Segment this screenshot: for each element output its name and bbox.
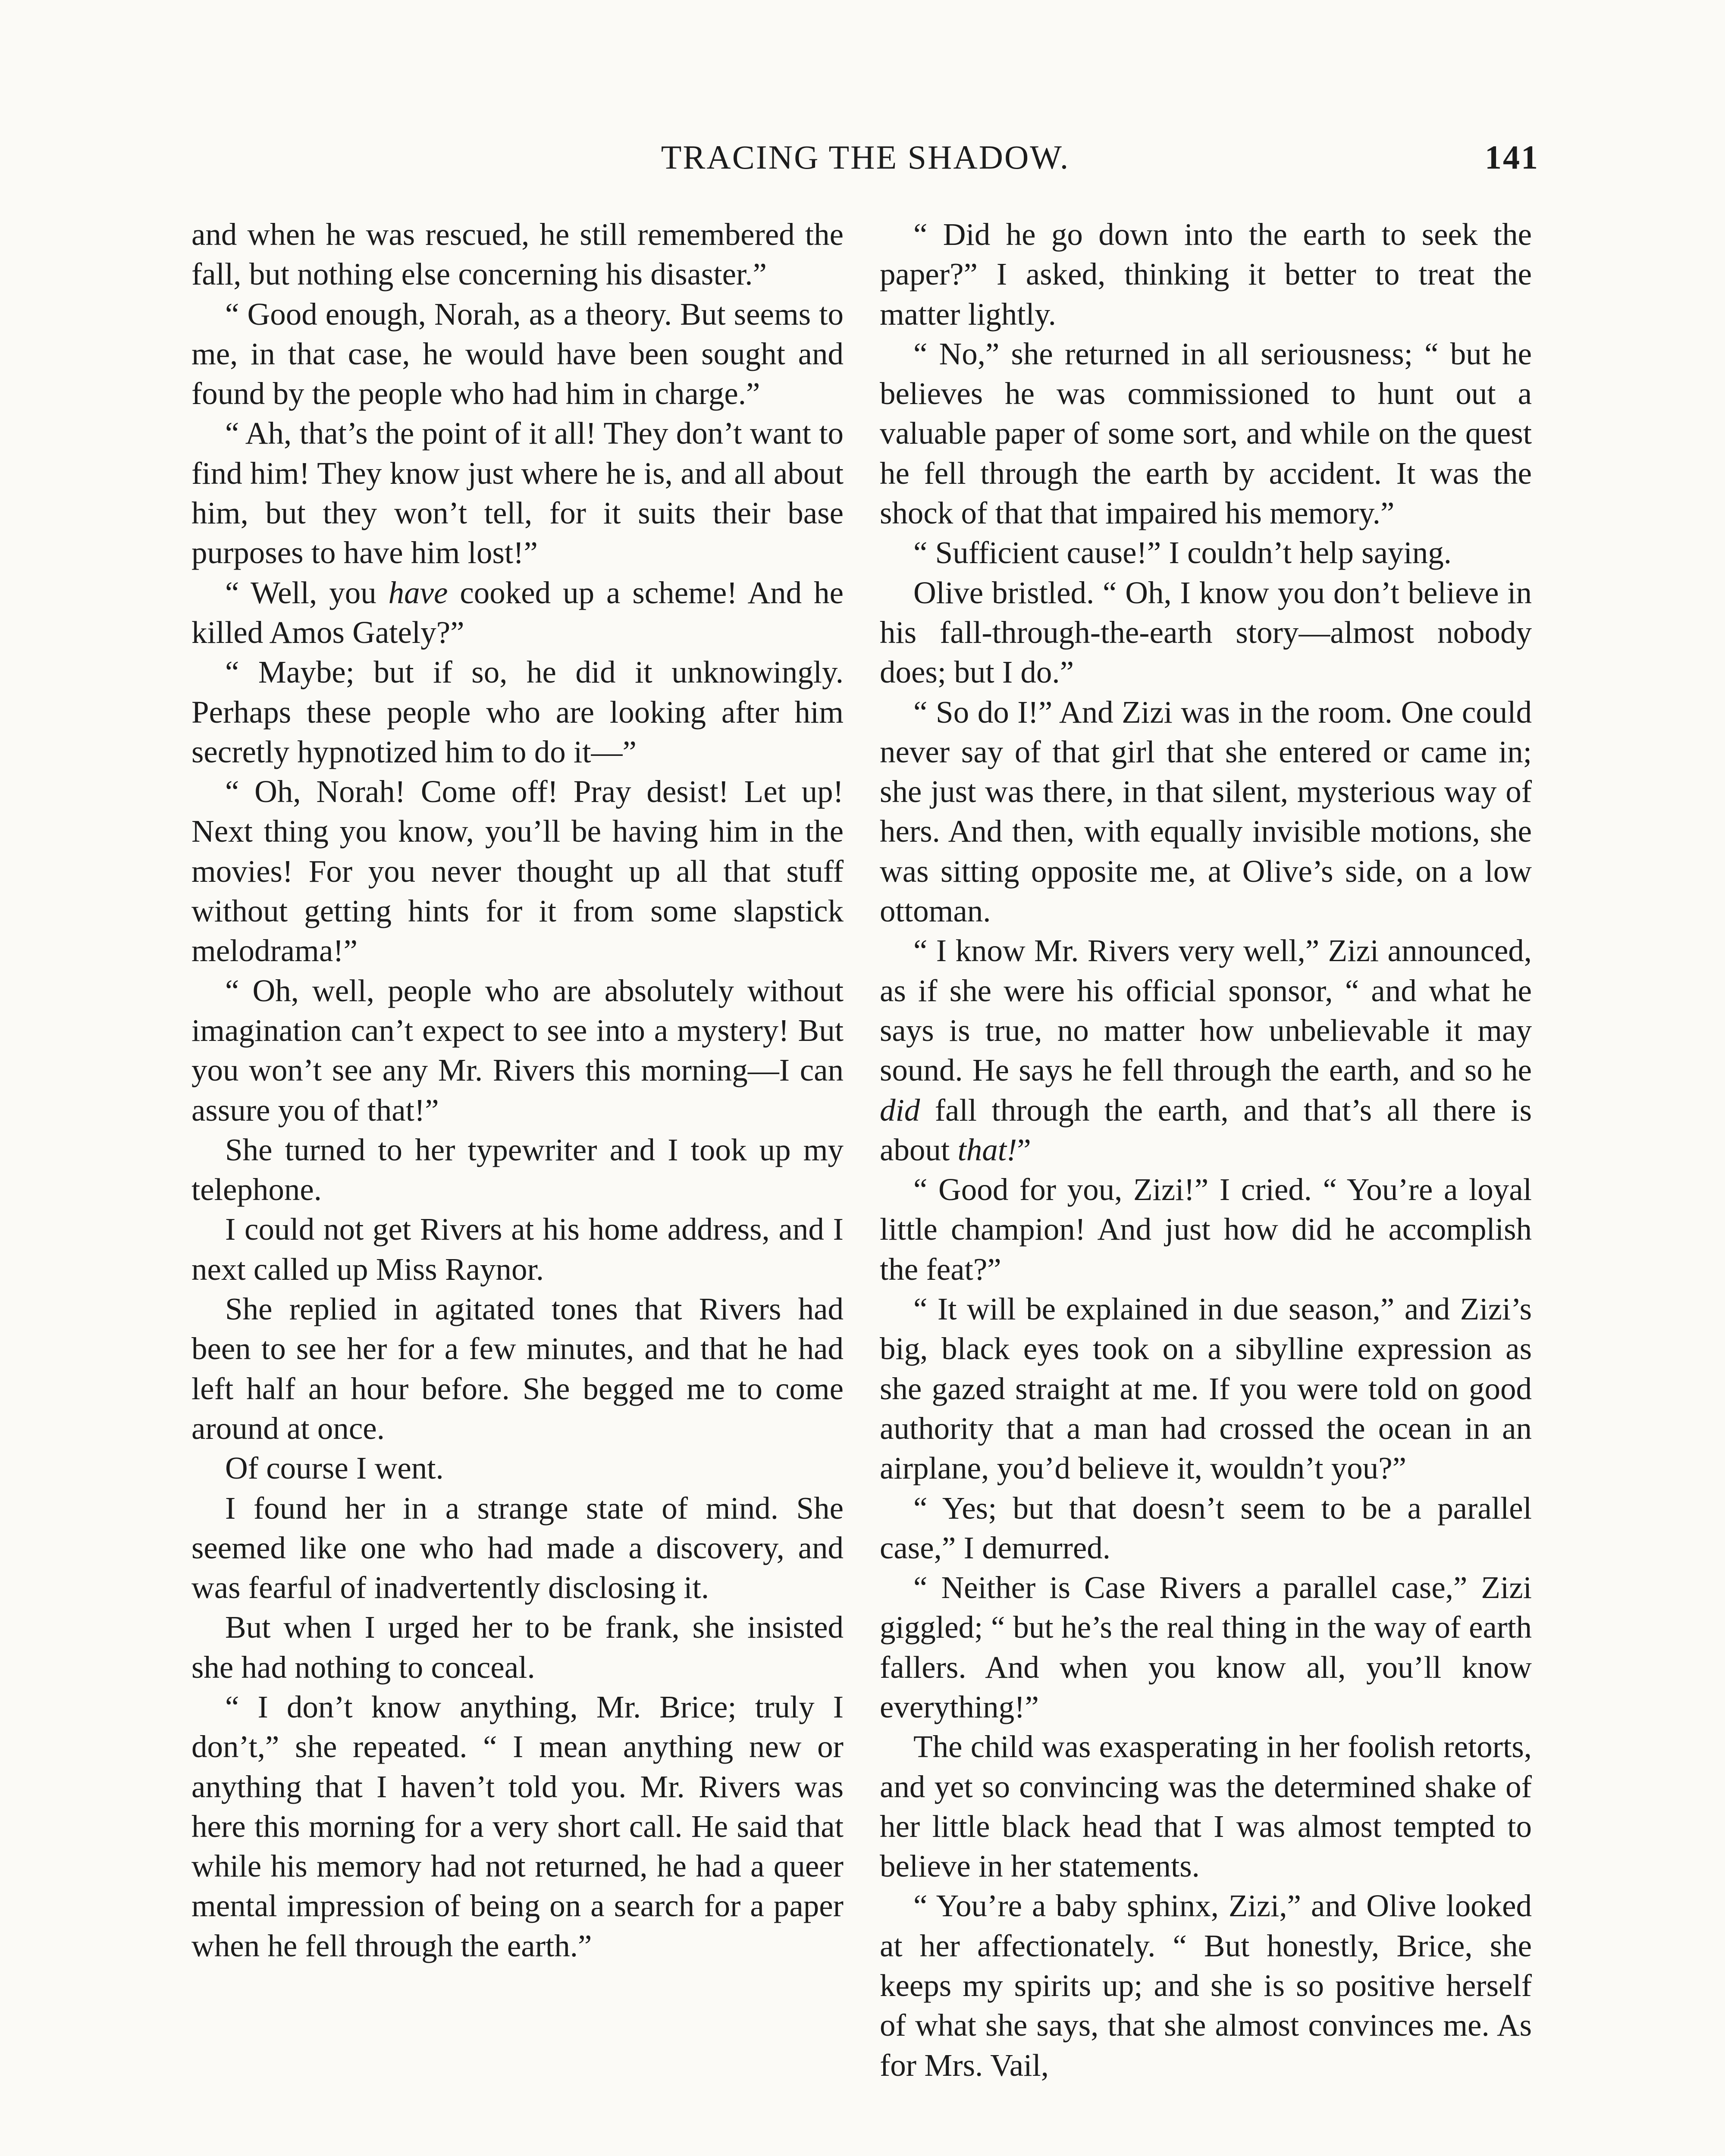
paragraph: “ Well, you have cooked up a scheme! And he killed Amos Gately?”	[191, 575, 844, 650]
paragraph: The child was exasperating in her foolish retorts, and yet so convincing was the determined shake of her little black head that I was almost tempted to believe in her statements.	[880, 1729, 1532, 1884]
paragraph: “ I don’t know anything, Mr. Brice; truly I don’t,” she repeated. “ I mean anything new or anything that I haven’t told you. Mr. Rivers was here this morning for a very short call. He said that while his memory had not returned, he had a queer mental impression of being on a search for a paper when he fell through the earth.”	[191, 1689, 844, 1963]
paragraph: “ Good for you, Zizi!” I cried. “ You’re a loyal little champion! And just how did he accomplish the feat?”	[880, 1172, 1532, 1287]
paragraph: “ It will be explained in due season,” and Zizi’s big, black eyes took on a sibylline expression as she gazed straight at me. If you were told on good authority that a man had crossed the ocean in an airplane, you’d believe it, wouldn’t you?”	[880, 1291, 1532, 1486]
paragraph: “ Ah, that’s the point of it all! They don’t want to find him! They know just where he is, and all about him, but they won’t tell, for it suits their base purposes to have him lost!”	[191, 416, 844, 570]
running-title: TRACING THE SHADOW.	[661, 138, 1070, 176]
paragraph: “ You’re a baby sphinx, Zizi,” and Olive looked at her affectionately. “ But honestly, Brice, she keeps my spirits up; and she is so positive herself of what she says, that she almost convinces me. As for Mrs. Vail,	[880, 1888, 1532, 2083]
paragraph: Of course I went.	[225, 1451, 444, 1486]
paragraph: “ Maybe; but if so, he did it unknowingly. Perhaps these people who are looking after him secretly hypnotized him to do it—”	[191, 655, 844, 769]
running-head	[191, 138, 1539, 185]
paragraph: She replied in agitated tones that Rivers had been to see her for a few minutes, and that he had left half an hour before. She begged me to come around at once.	[191, 1291, 844, 1446]
paragraph: “ Oh, Norah! Come off! Pray desist! Let up! Next thing you know, you’ll be having him in the movies! For you never thought up all that stuff without getting hints for it from some slapstick melodrama!”	[191, 774, 844, 968]
left-text-column	[191, 215, 844, 1966]
right-text-column	[880, 215, 1532, 2085]
paragraph: “ Oh, well, people who are absolutely without imagination can’t expect to see into a mystery! But you won’t see any Mr. Rivers this morning—I can assure you of that!”	[191, 973, 844, 1128]
paragraph: “ Did he go down into the earth to seek the paper?” I asked, thinking it better to treat the matter lightly.	[880, 217, 1532, 332]
paragraph: “ I know Mr. Rivers very well,” Zizi announced, as if she were his official sponsor, “ and what he says is true, no matter how unbelievable it may sound. He says he fell through the earth, and so he did fall through the earth, and that’s all there is about that!”	[880, 933, 1532, 1167]
paragraph: “ So do I!” And Zizi was in the room. One could never say of that girl that she entered or came in; she just was there, in that silent, mysterious way of hers. And then, with equally invisible motions, she was sitting opposite me, at Olive’s side, on a low ottoman.	[880, 694, 1532, 929]
paragraph: “ Yes; but that doesn’t seem to be a parallel case,” I demurred.	[880, 1490, 1532, 1565]
paragraph: “ No,” she returned in all seriousness; “ but he believes he was commissioned to hunt out a valuable paper of some sort, and while on the quest he fell through the earth by accident. It was the shock of that that impaired his memory.”	[880, 336, 1532, 531]
paragraph: “ Good enough, Norah, as a theory. But seems to me, in that case, he would have been sought and found by the people who had him in charge.”	[191, 296, 844, 411]
paragraph: I found her in a strange state of mind. She seemed like one who had made a discovery, and was fearful of inadvertently disclosing it.	[191, 1490, 844, 1605]
paragraph: Olive bristled. “ Oh, I know you don’t believe in his fall-through-the-earth story—almost nobody does; but I do.”	[880, 575, 1532, 690]
page-number: 141	[1485, 138, 1539, 176]
paragraph: and when he was rescued, he still remembered the fall, but nothing else concerning his disaster.”	[191, 217, 844, 292]
paragraph: But when I urged her to be frank, she insisted she had nothing to conceal.	[191, 1610, 844, 1685]
paragraph: “ Sufficient cause!” I couldn’t help saying.	[913, 535, 1452, 570]
paragraph: She turned to her typewriter and I took up my telephone.	[191, 1132, 844, 1207]
paragraph: “ Neither is Case Rivers a parallel case,” Zizi giggled; “ but he’s the real thing in the way of earth fallers. And when you know all, you’ll know everything!”	[880, 1570, 1532, 1724]
paragraph: I could not get Rivers at his home address, and I next called up Miss Raynor.	[191, 1212, 844, 1287]
